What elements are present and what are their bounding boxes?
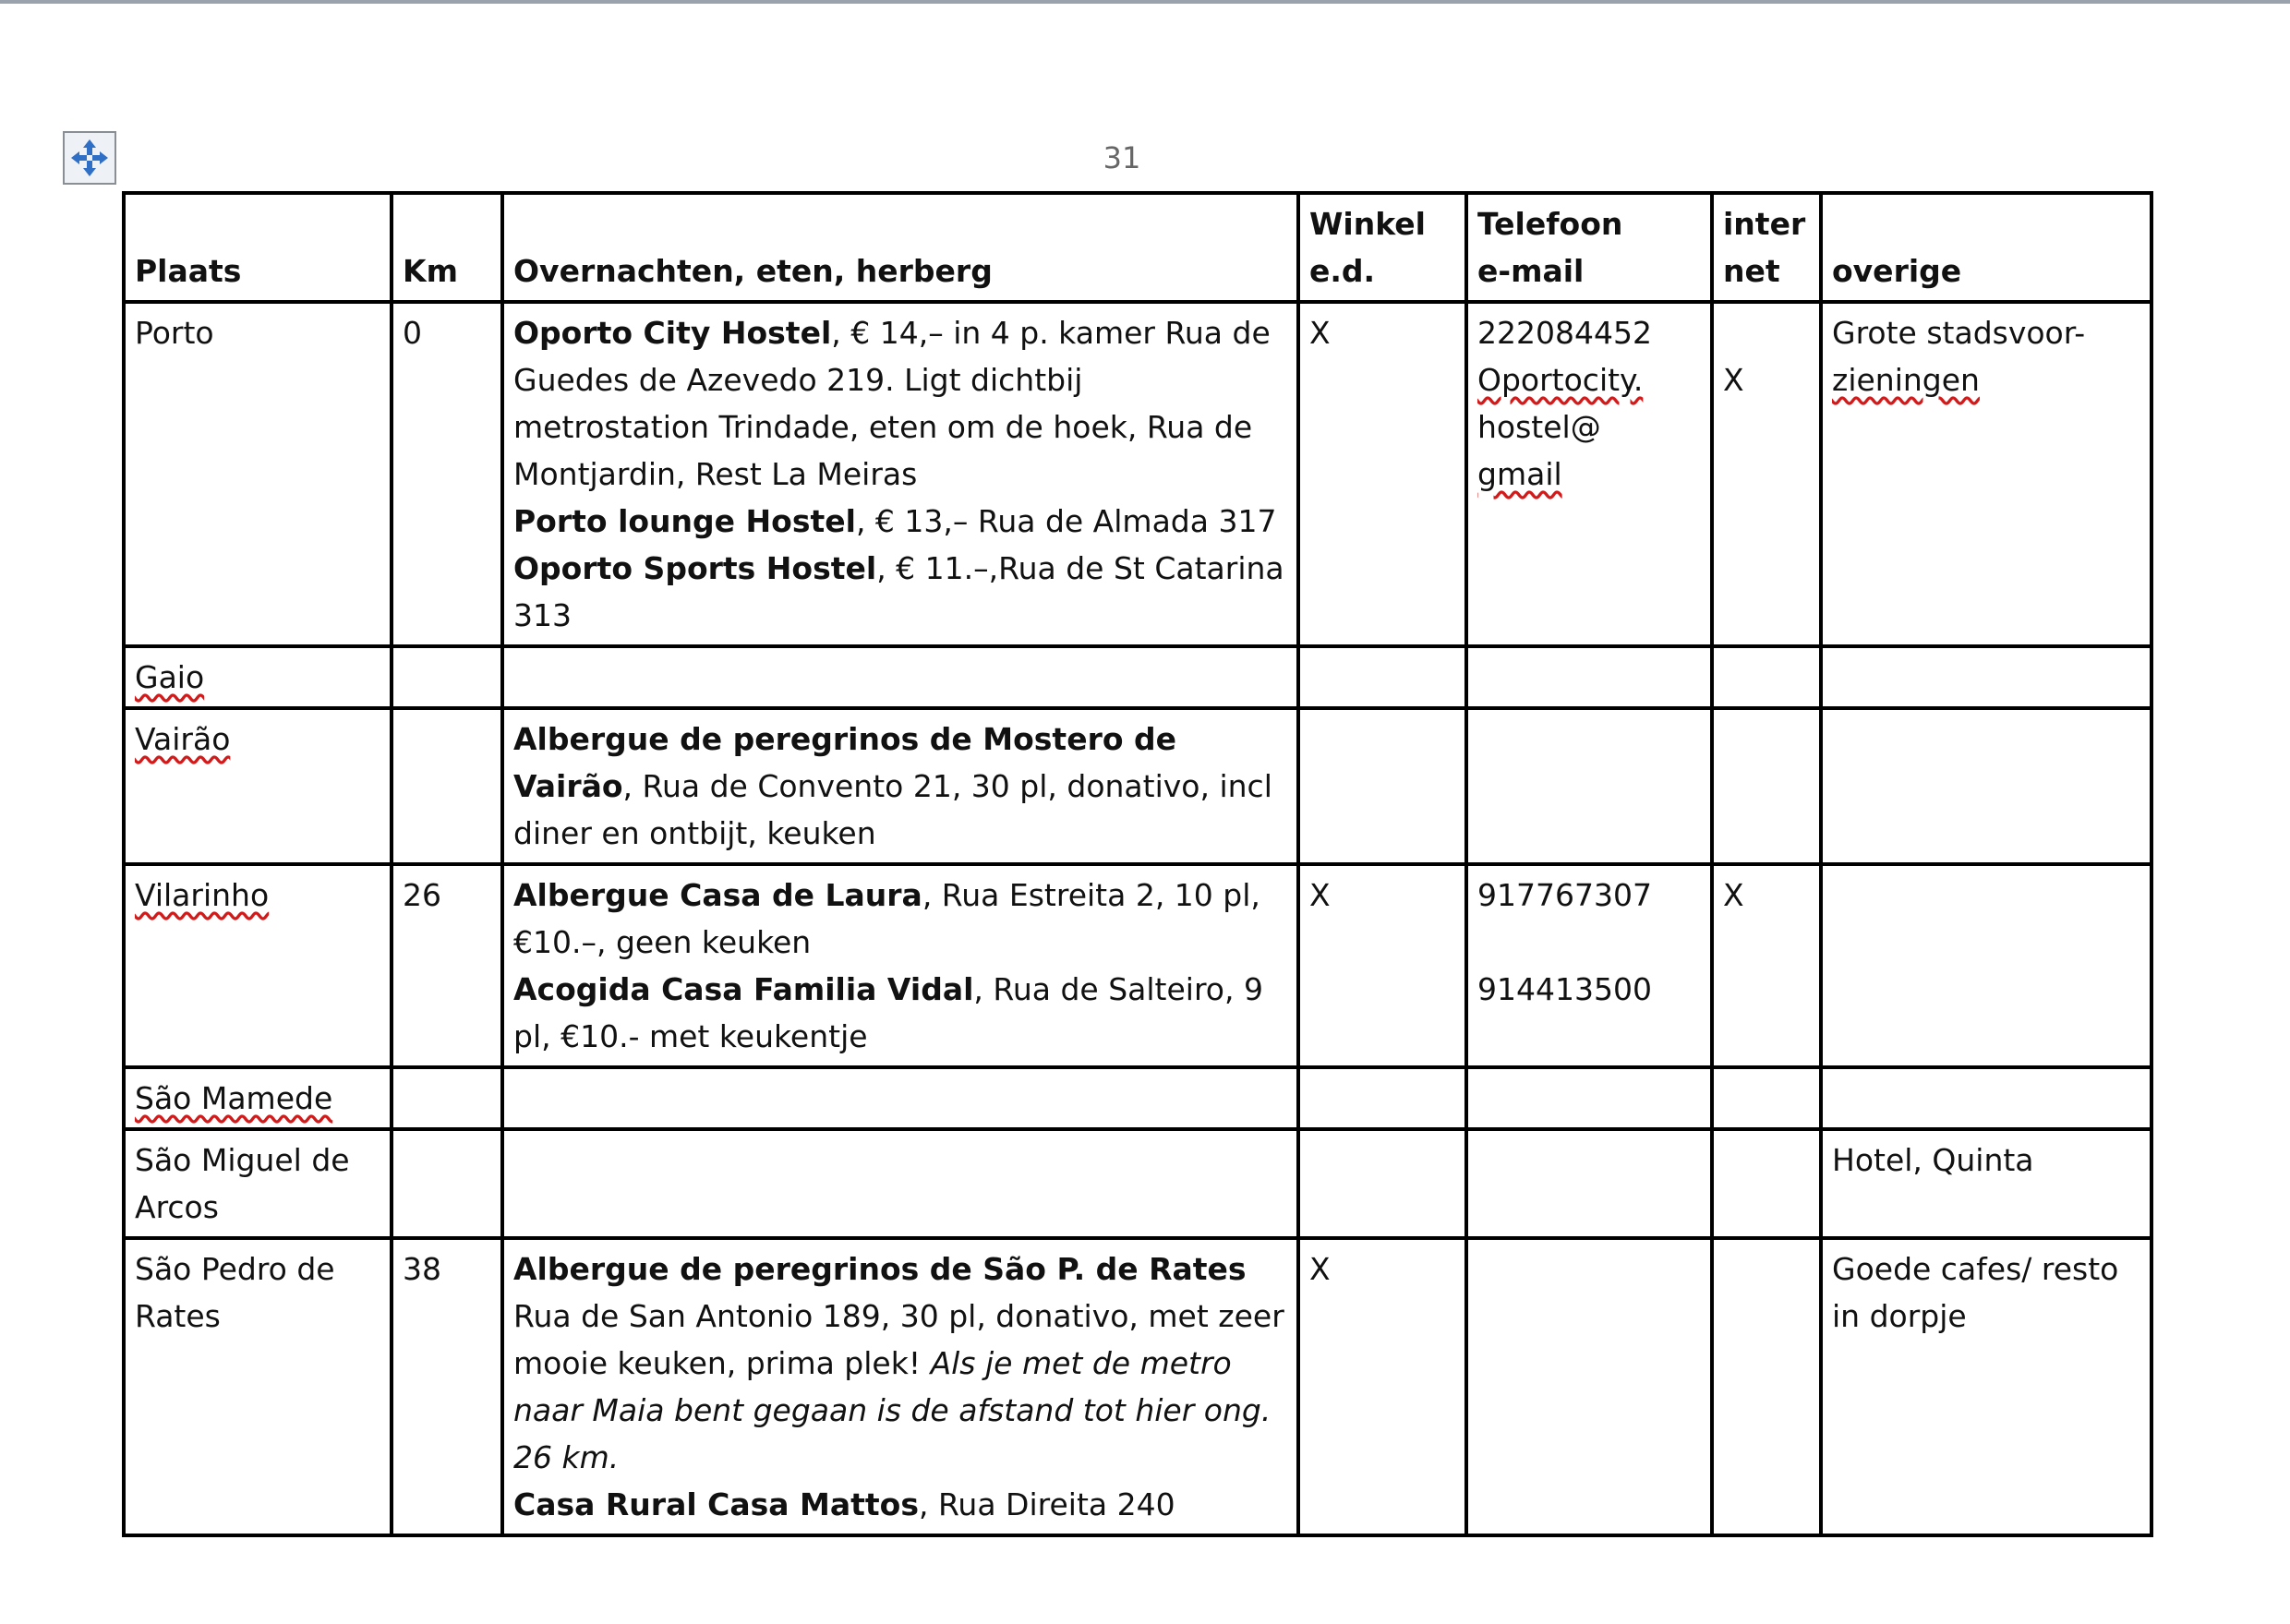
header-internet-line-2: net: [1723, 253, 1780, 289]
email-part: gmail: [1477, 456, 1562, 492]
cell-overige: [1821, 646, 2151, 708]
lodging-name: Oporto City Hostel: [513, 315, 832, 351]
plaats-text: Gaio: [135, 659, 205, 695]
lodging-text: , Rua Estreita 2, 10 pl, €10.–, geen keuken: [513, 877, 1260, 960]
cell-km: [392, 1067, 502, 1129]
header-internet: [1712, 193, 1821, 302]
lodging-name: Acogida Casa Familia Vidal: [513, 971, 974, 1007]
lodging-name: Albergue de peregrinos de São P. de Rates: [513, 1251, 1247, 1287]
cell-internet: [1712, 302, 1821, 646]
table-row: [124, 708, 2151, 864]
cell-km: [392, 646, 502, 708]
header-winkel: [1298, 193, 1466, 302]
cell-internet: [1712, 1129, 1821, 1238]
cell-overige: [1821, 302, 2151, 646]
cell-overige: [1821, 708, 2151, 864]
cell-lodging: [502, 1129, 1298, 1238]
cell-telefoon: [1466, 1129, 1712, 1238]
cell-overige: [1821, 1067, 2151, 1129]
cell-telefoon: [1466, 1238, 1712, 1535]
header-telefoon: [1466, 193, 1712, 302]
cell-overige: Goede cafes/ resto in dorpje: [1821, 1238, 2151, 1535]
header-telefoon-line-2: e-mail: [1477, 253, 1585, 289]
cell-winkel: [1298, 1067, 1466, 1129]
email-part: Oportocity.: [1477, 362, 1644, 398]
cell-telefoon: [1466, 646, 1712, 708]
table-row: [124, 302, 2151, 646]
cell-overige: [1821, 864, 2151, 1067]
table-row: [124, 864, 2151, 1067]
cell-winkel: [1298, 708, 1466, 864]
phone-number: 914413500: [1477, 971, 1652, 1007]
cell-winkel: [1298, 646, 1466, 708]
cell-km: 26: [392, 864, 502, 1067]
table-row: [124, 1067, 2151, 1129]
lodging-name: Porto lounge Hostel: [513, 503, 856, 539]
cell-internet: X: [1712, 864, 1821, 1067]
email-part: hostel@: [1477, 409, 1601, 445]
lodging-text: , Rua de Convento 21, 30 pl, donativo, incl diner en ontbijt, keuken: [513, 768, 1272, 851]
cell-winkel: X: [1298, 1238, 1466, 1535]
cell-lodging: [502, 1238, 1298, 1535]
lodging-name: Albergue Casa de Laura: [513, 877, 922, 913]
cell-overige: Hotel, Quinta: [1821, 1129, 2151, 1238]
cell-lodging: [502, 708, 1298, 864]
table-row: [124, 1238, 2151, 1535]
table-row: [124, 1129, 2151, 1238]
table-header-row: [124, 193, 2151, 302]
header-overige: overige: [1821, 193, 2151, 302]
plaats-text: São Mamede: [135, 1080, 333, 1116]
lodging-note: Als je met de metro naar Maia bent gegaan is de afstand tot hier ong. 26 km.: [513, 1345, 1272, 1475]
lodging-name: Albergue de peregrinos de Mostero de Vairão: [513, 721, 1177, 804]
table-move-handle-icon[interactable]: [63, 131, 116, 185]
lodging-text: , € 14,– in 4 p. kamer Rua de Guedes de Azevedo 219. Ligt dichtbij metrostation Trindade, eten om de hoek, Rua de Montjardin, Rest La Meiras: [513, 315, 1271, 492]
header-winkel-line-1: Winkel: [1309, 206, 1426, 242]
cell-winkel: [1298, 1129, 1466, 1238]
cell-lodging: [502, 646, 1298, 708]
lodging-text: , € 11.–,Rua de St Catarina 313: [513, 550, 1284, 633]
header-internet-line-1: inter: [1723, 206, 1806, 242]
cell-plaats: [124, 708, 392, 864]
plaats-text: Vilarinho: [135, 877, 270, 913]
window-top-border: [0, 0, 2290, 4]
lodging-text: , € 13,– Rua de Almada 317: [855, 503, 1277, 539]
cell-km: [392, 1129, 502, 1238]
cell-km: 38: [392, 1238, 502, 1535]
lodging-text: Rua de San Antonio 189, 30 pl, donativo, met zeer mooie keuken, prima plek!: [513, 1298, 1284, 1381]
cell-plaats: Porto: [124, 302, 392, 646]
overige-line-2: zieningen: [1832, 362, 1980, 398]
cell-plaats: São Miguel de Arcos: [124, 1129, 392, 1238]
cell-plaats: [124, 864, 392, 1067]
internet-mark: X: [1723, 362, 1744, 398]
phone-number: 222084452: [1477, 315, 1652, 351]
cell-lodging: [502, 1067, 1298, 1129]
cell-winkel: X: [1298, 302, 1466, 646]
cell-plaats: [124, 646, 392, 708]
cell-telefoon: [1466, 708, 1712, 864]
header-plaats: Plaats: [124, 193, 392, 302]
cell-winkel: X: [1298, 864, 1466, 1067]
lodging-name: Casa Rural Casa Mattos: [513, 1486, 919, 1522]
header-winkel-line-2: e.d.: [1309, 253, 1376, 289]
overige-line-1: Grote stadsvoor-: [1832, 315, 2086, 351]
cell-plaats: São Pedro de Rates: [124, 1238, 392, 1535]
lodging-table: [122, 191, 2153, 1537]
plaats-text: Vairão: [135, 721, 231, 757]
page-number: 31: [1103, 140, 1141, 175]
cell-internet: [1712, 1238, 1821, 1535]
table-row: [124, 646, 2151, 708]
cell-telefoon: [1466, 1067, 1712, 1129]
lodging-text: , Rua de Salteiro, 9 pl, €10.- met keukentje: [513, 971, 1263, 1054]
cell-internet: [1712, 646, 1821, 708]
move-arrows-icon: [69, 138, 110, 178]
cell-lodging: [502, 864, 1298, 1067]
phone-number: 917767307: [1477, 877, 1652, 913]
cell-plaats: [124, 1067, 392, 1129]
cell-telefoon: [1466, 302, 1712, 646]
cell-telefoon: [1466, 864, 1712, 1067]
cell-internet: [1712, 1067, 1821, 1129]
header-telefoon-line-1: Telefoon: [1477, 206, 1623, 242]
lodging-text: , Rua Direita 240: [919, 1486, 1175, 1522]
cell-km: [392, 708, 502, 864]
header-km: Km: [392, 193, 502, 302]
cell-internet: [1712, 708, 1821, 864]
lodging-name: Oporto Sports Hostel: [513, 550, 877, 586]
header-overnachten: Overnachten, eten, herberg: [502, 193, 1298, 302]
cell-km: 0: [392, 302, 502, 646]
cell-lodging: [502, 302, 1298, 646]
